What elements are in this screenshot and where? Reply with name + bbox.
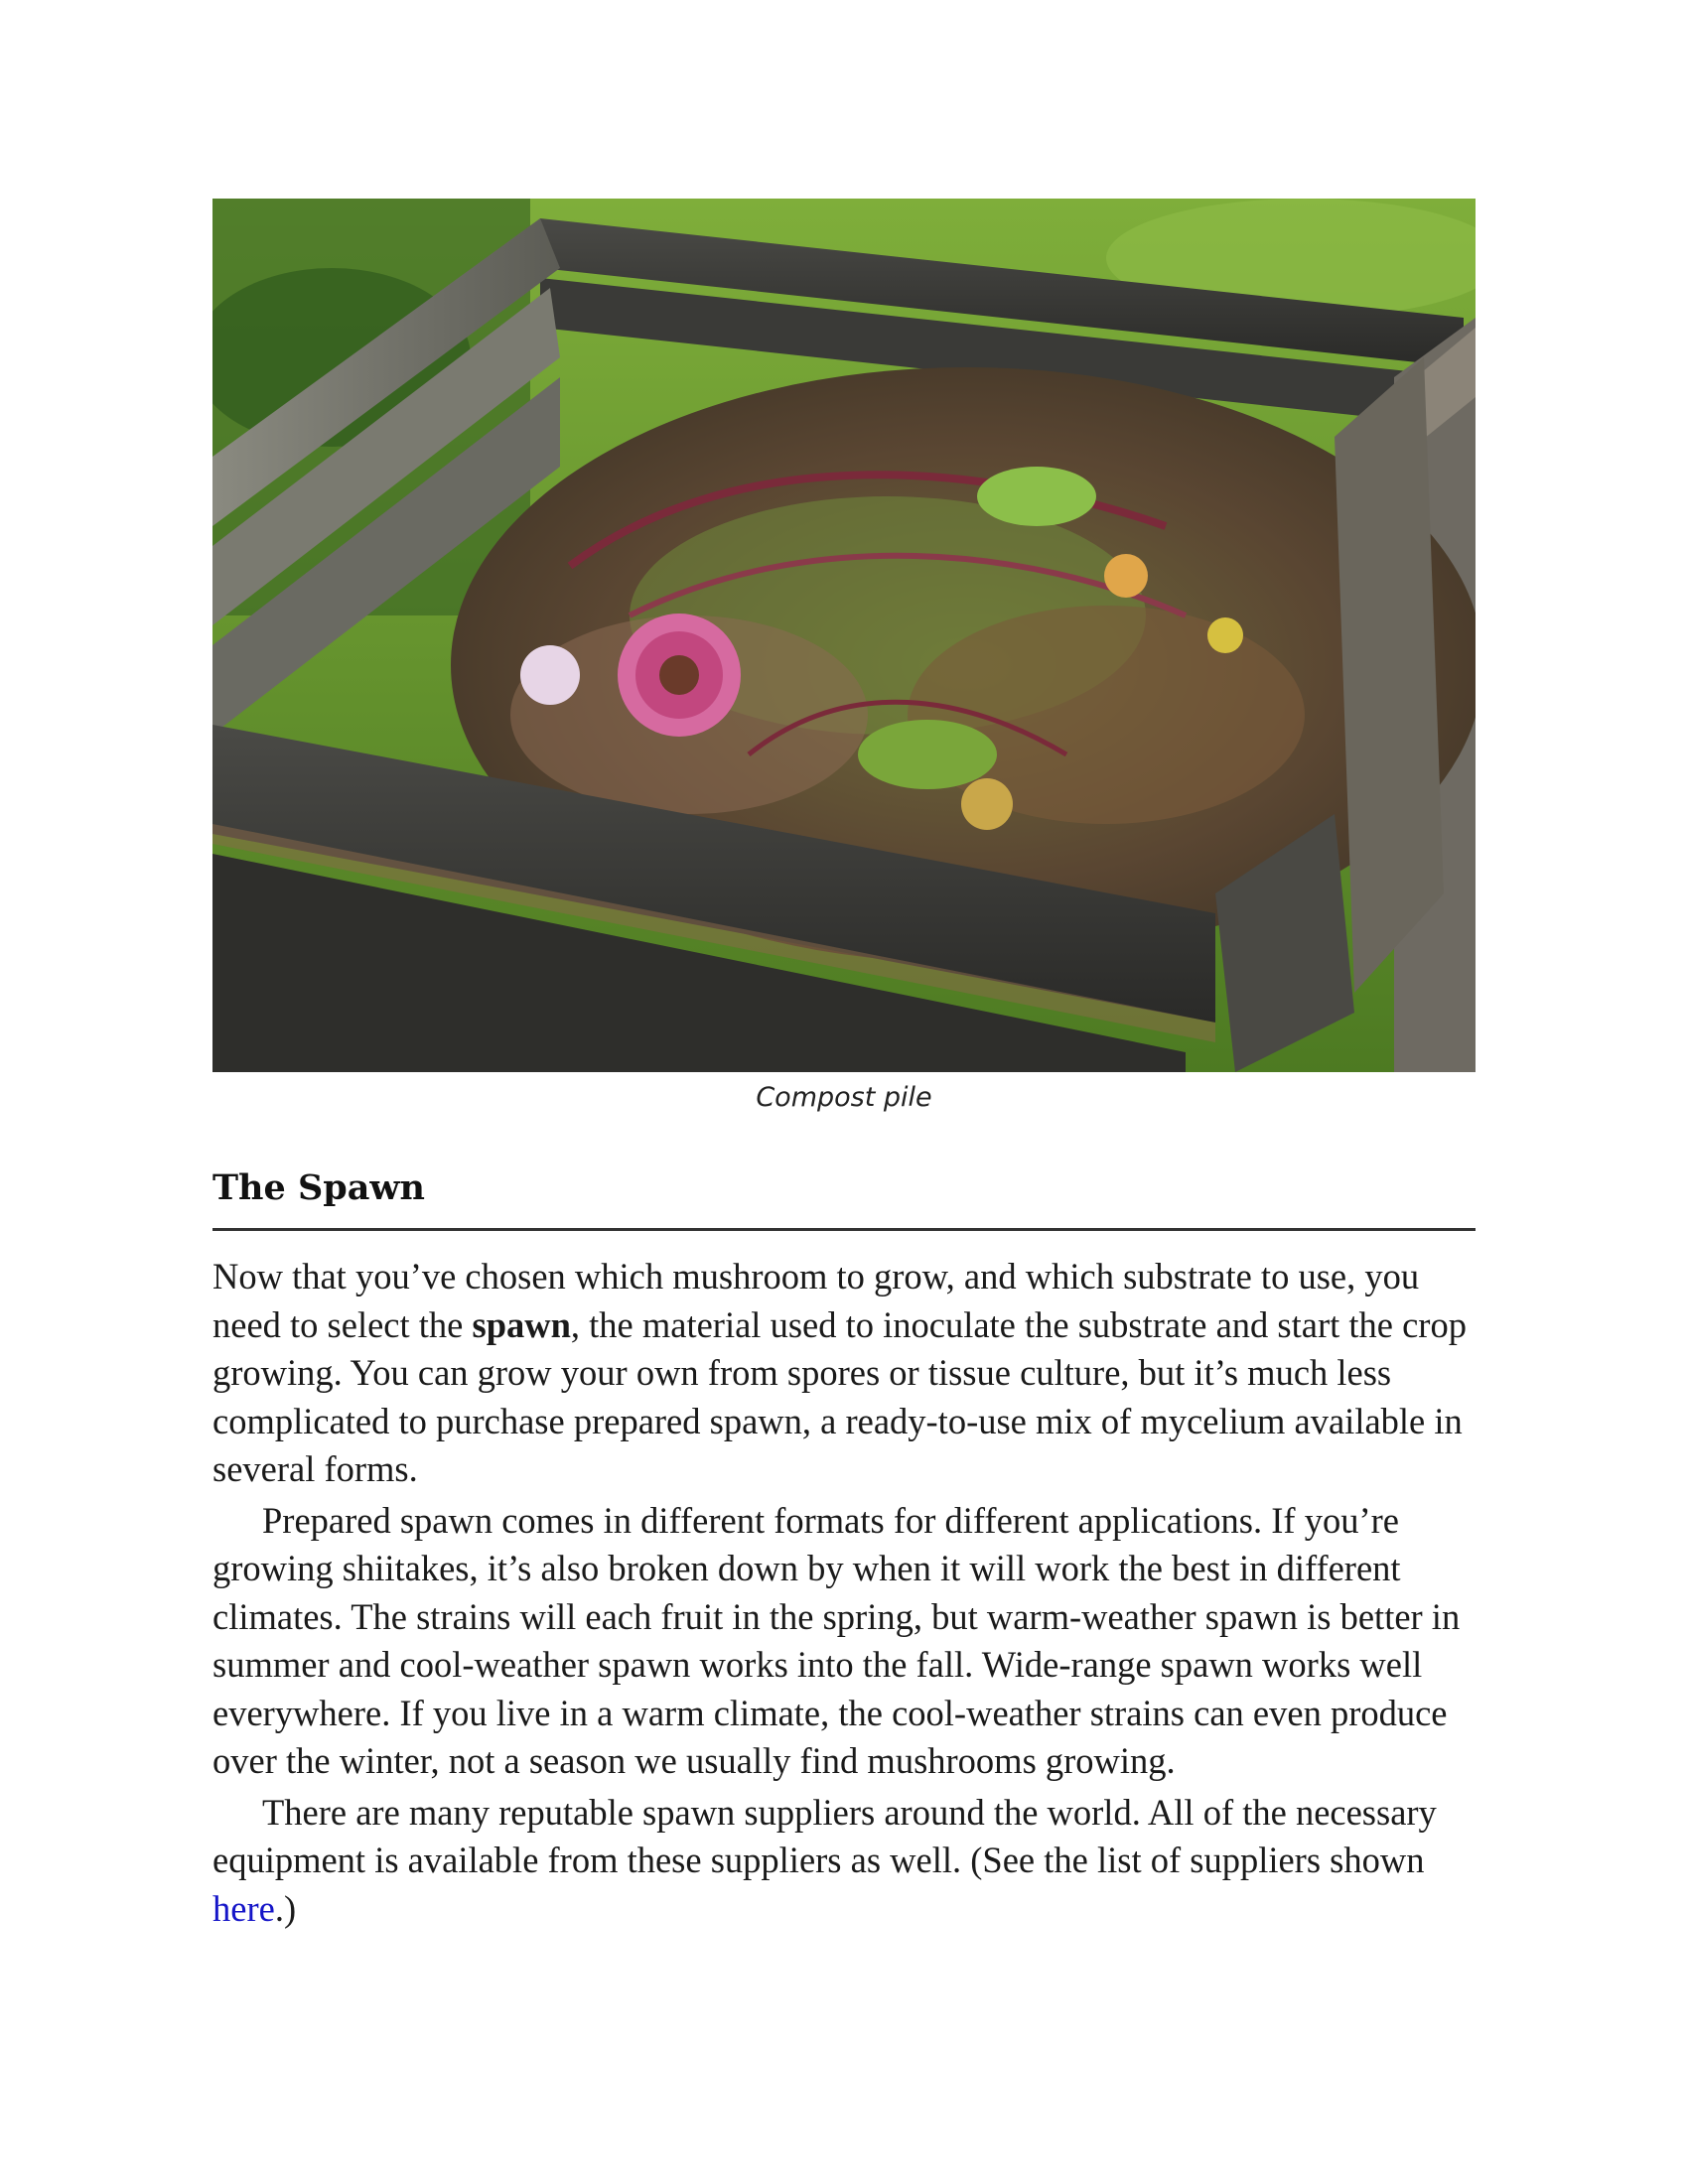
- paragraph-1-text-end: , the material used to inoculate the substrate and start the crop growing. You can grow your own from spores or tissue culture, but it’s much less complicated to purchase prepared spawn, a ready-to-use mix of mycelium available in several forms.: [212, 1303, 1467, 1489]
- paragraph-3-text-end: .): [274, 1887, 297, 1929]
- figure-caption: Compost pile: [756, 1082, 932, 1113]
- paragraph-1: [212, 1253, 1476, 1494]
- paragraph-1-text-start: Now that you’ve chosen which mushroom to grow, and which substrate to use, you need to select the: [212, 1256, 1420, 1345]
- compost-pile-photo: [212, 199, 1476, 1072]
- paragraph-3-text-start: There are many reputable spawn suppliers around the world. All of the necessary equipment is available from these suppliers as well. (See the list of suppliers shown: [212, 1791, 1437, 1880]
- section-heading: The Spawn: [212, 1167, 425, 1208]
- paragraph-2: Prepared spawn comes in different formats for different applications. If you’re growing shiitakes, it’s also broken down by when it will work the best in different climates. The strains will each fruit in the spring, but warm-weather spawn is better in summer and cool-weather spawn works into the fall. Wide-range spawn works well everywhere. If you live in a warm climate, the cool-weather strains can even produce over the winter, not a season we usually find mushrooms growing.: [212, 1499, 1461, 1781]
- paragraph-3: [212, 1789, 1476, 1934]
- spawn-term: spawn: [472, 1303, 571, 1345]
- heading-rule: [212, 1228, 1476, 1231]
- suppliers-link[interactable]: here: [212, 1887, 275, 1929]
- section-body: [212, 1253, 1476, 1936]
